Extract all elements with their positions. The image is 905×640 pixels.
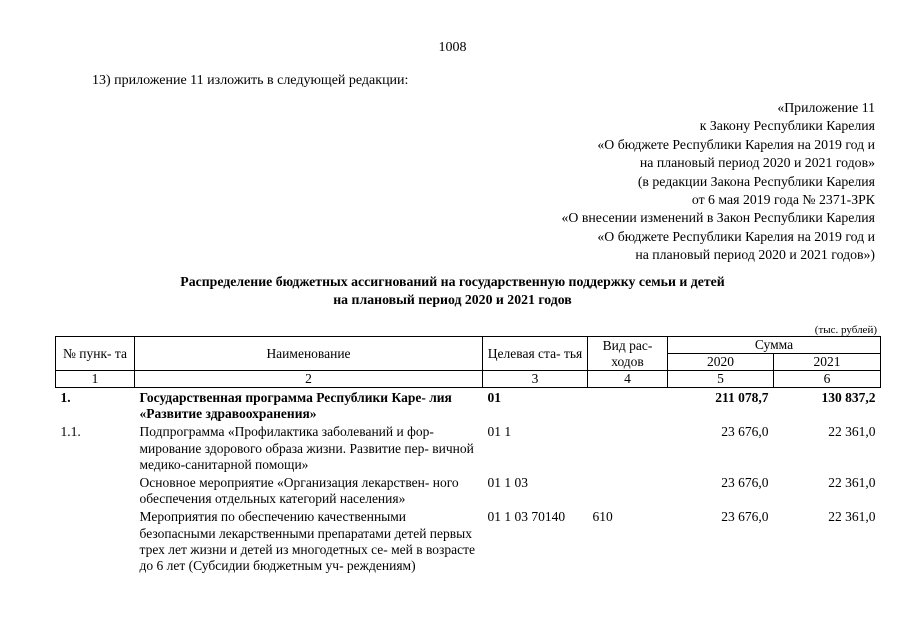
units-label: (тыс. рублей)	[814, 324, 877, 336]
row-2020: 23 676,0	[721, 509, 769, 525]
row-target: 01 1 03	[487, 475, 528, 491]
row-type	[588, 473, 668, 507]
appendix-line: к Закону Республики Карелия	[699, 118, 875, 134]
table-row	[56, 388, 881, 423]
header-sum: Сумма	[668, 337, 881, 354]
row-type: 610	[592, 509, 613, 525]
row-num	[56, 507, 135, 574]
appendix-header	[562, 99, 875, 265]
appendix-line: «О бюджете Республики Карелия на 2019 год и	[597, 228, 875, 244]
row-name: Мероприятия по обеспечению качественными безопасными лекарственными препаратами детей первых трех лет жизни и детей из многодетных се- мей в возрасте до 6 лет (Субсидии бюджетным уч- реждениям)	[139, 509, 476, 574]
column-number: 1	[56, 371, 135, 388]
row-2020: 23 676,0	[721, 475, 769, 491]
row-num	[56, 473, 135, 507]
row-2020: 211 078,7	[715, 390, 769, 405]
row-2021: 22 361,0	[828, 424, 876, 440]
header-year-2021: 2021	[774, 354, 881, 371]
table-row	[56, 507, 881, 574]
row-2021: 22 361,0	[828, 509, 876, 525]
row-target: 01 1 03 70140	[487, 509, 566, 525]
column-number: 4	[588, 371, 668, 388]
row-name: Основное мероприятие «Организация лекарствен- ного обеспечения отдельных категорий населения»	[139, 475, 459, 507]
appendix-line: «Приложение 11	[777, 100, 875, 115]
document-title	[0, 273, 905, 309]
row-num: 1.	[60, 390, 71, 405]
column-number-row	[56, 371, 881, 388]
row-num: 1.1.	[60, 424, 81, 440]
header-year-2020: 2020	[668, 354, 774, 371]
row-2021: 22 361,0	[828, 475, 876, 491]
header-num: № пунк- та	[56, 337, 135, 371]
header-type: Вид рас- ходов	[588, 337, 668, 371]
header-name: Наименование	[135, 337, 483, 371]
row-name: Государственная программа Республики Каре- лия «Развитие здравоохранения»	[139, 390, 452, 422]
intro-text: 13) приложение 11 изложить в следующей редакции:	[92, 73, 409, 88]
appendix-line: (в редакции Закона Республики Карелия	[637, 173, 875, 189]
appendix-line: «О внесении изменений в Закон Республики Карелия	[561, 210, 875, 226]
appendix-line: на плановый период 2020 и 2021 годов»)	[635, 247, 875, 263]
header-target: Целевая ста- тья	[483, 337, 588, 371]
table-row	[56, 422, 881, 473]
row-target: 01 1	[487, 424, 512, 440]
row-type	[588, 422, 668, 473]
page-number: 1008	[438, 40, 467, 55]
column-number: 2	[135, 371, 483, 388]
appendix-line: «О бюджете Республики Карелия на 2019 год и	[597, 136, 875, 152]
row-target: 01	[487, 390, 501, 405]
column-number: 6	[774, 371, 881, 388]
row-name: Подпрограмма «Профилактика заболеваний и фор- мирование здорового образа жизни. Развитие пер- вичной медико-санитарной помощи»	[139, 424, 474, 472]
title-line: Распределение бюджетных ассигнований на государственную поддержку семьи и детей	[180, 274, 725, 289]
row-type	[588, 388, 668, 423]
row-2020: 23 676,0	[721, 424, 769, 440]
appendix-line: от 6 мая 2019 года № 2371-ЗРК	[691, 192, 875, 208]
table-row	[56, 473, 881, 507]
budget-table	[55, 336, 881, 574]
title-line: на плановый период 2020 и 2021 годов	[333, 292, 572, 307]
row-2021: 130 837,2	[821, 390, 876, 405]
appendix-line: на плановый период 2020 и 2021 годов»	[639, 155, 875, 171]
column-number: 3	[483, 371, 588, 388]
column-number: 5	[668, 371, 774, 388]
